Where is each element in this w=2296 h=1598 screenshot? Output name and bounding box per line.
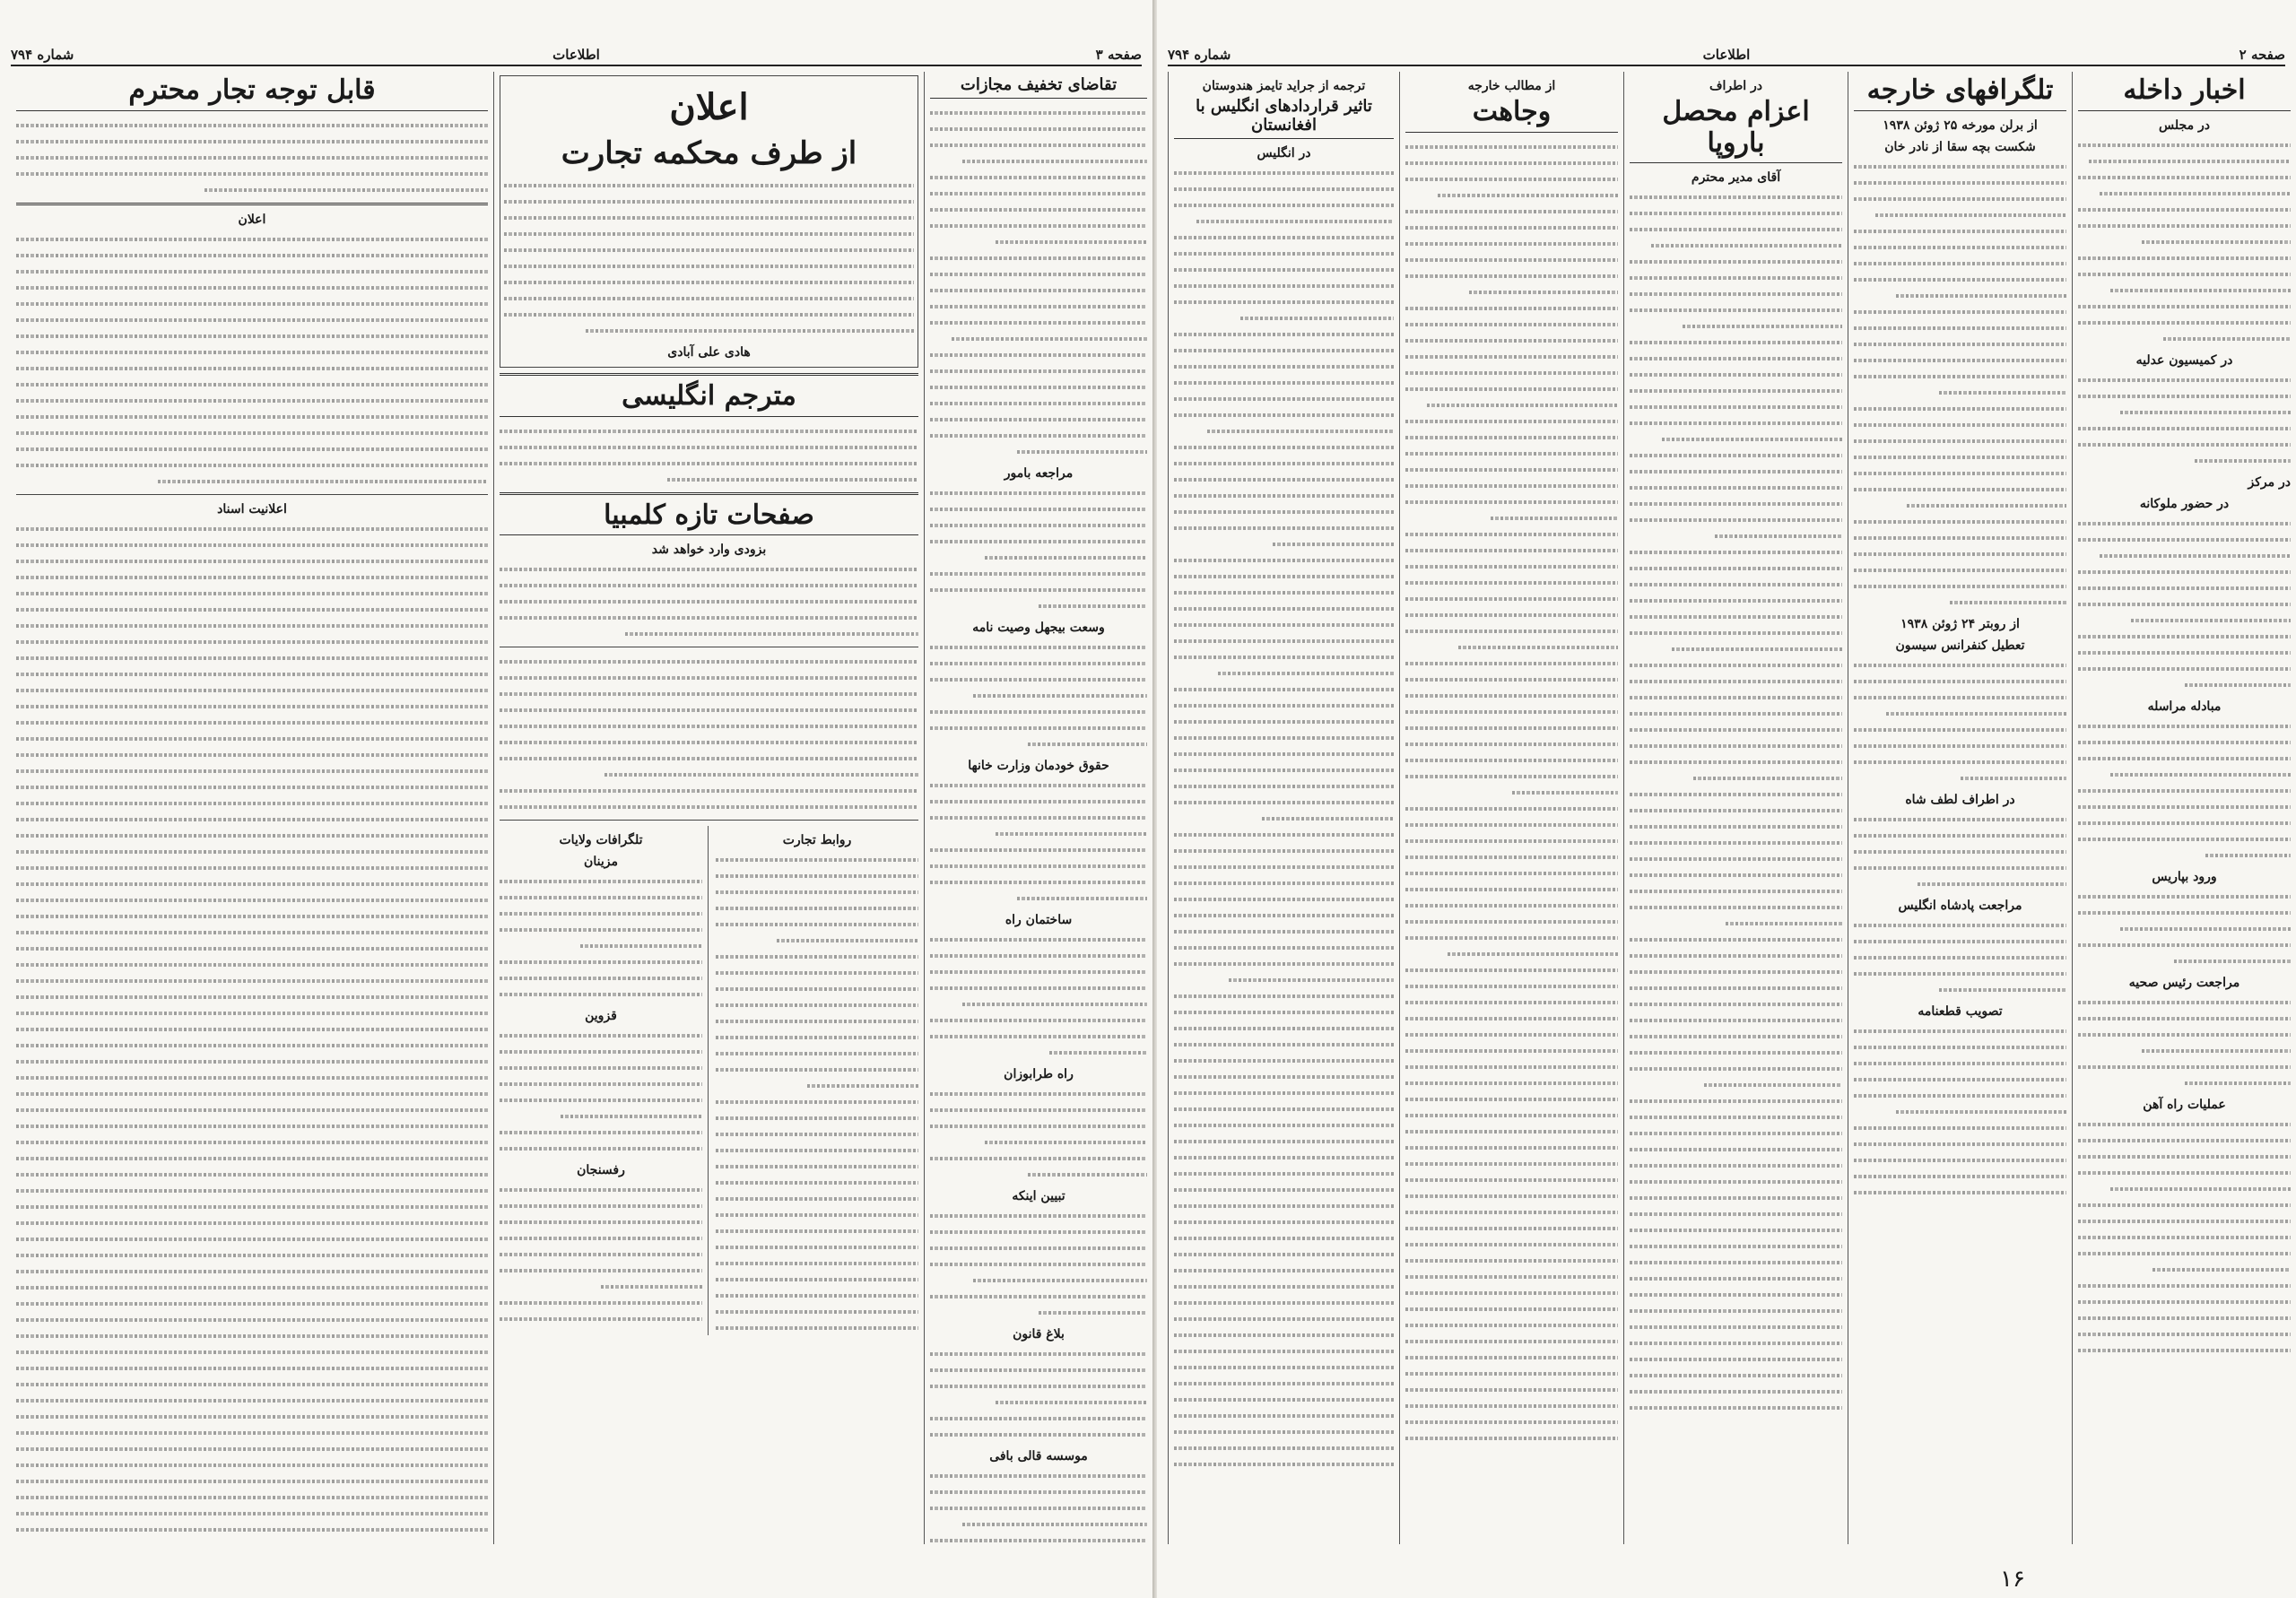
section-heading: تعطیل کنفرانس سیسون (1895, 638, 2025, 653)
page-label: صفحه ۲ (2239, 47, 2285, 63)
column-students-abroad (1623, 72, 1848, 1544)
section-heading: مراجعت پادشاه انگلیس (1898, 898, 2022, 913)
notice-title: اعلان (669, 86, 749, 128)
domestic-news-title: اخبار داخله (2078, 75, 2291, 111)
section-heading: تبیین اینکه (1012, 1189, 1065, 1203)
right-page (1157, 0, 2296, 1598)
section-heading: مراجعه بامور (1004, 466, 1074, 481)
column-beauty (1399, 72, 1623, 1544)
notice-signature: هادی علی آبادی (667, 345, 751, 360)
dateline: از روبتر ۲۴ ژوئن ۱۹۳۸ (1900, 616, 2020, 631)
section-heading: روابط تجارت (782, 833, 852, 847)
section-heading: ساختمان راه (1004, 913, 1073, 927)
students-abroad-title: اعزام محصل باروپا (1630, 97, 1842, 163)
section-heading: وسعت بیجهل وصیت نامه (972, 621, 1105, 635)
section-heading: موسسه قالی بافی (989, 1449, 1088, 1463)
issue-number: شماره ۷۹۴ (1168, 47, 1231, 63)
section-heading: قزوین (585, 1009, 617, 1023)
section-heading: در اطراف لطف شاه (1905, 792, 2015, 807)
column-merchants-notice (11, 72, 493, 1544)
column-tag: ترجمه از جراید تایمز هندوستان (1202, 79, 1366, 93)
column-domestic-news (2072, 72, 2296, 1544)
column-afghan-treaty (1168, 72, 1399, 1544)
masthead (1168, 47, 2285, 66)
issue-number: شماره ۷۹۴ (11, 47, 74, 63)
foreign-telegrams-title: تلگرافهای خارجه (1854, 75, 2066, 111)
paper-name: اطلاعات (552, 47, 600, 63)
columbia-pages-title: صفحات تازه کلمبیا (500, 500, 918, 536)
merchants-notice-title: قابل توجه تجار محترم (16, 75, 488, 111)
beauty-title: وجاهت (1405, 97, 1618, 133)
section-heading: اعلانیت اسناد (217, 501, 287, 517)
section-heading: مبادله مراسله (2147, 699, 2222, 714)
section-heading: اعلان (238, 212, 266, 227)
afghan-treaty-title: تاثیر قراردادهای انگلیس با افغانستان (1174, 97, 1394, 139)
section-heading: مزینان (584, 855, 618, 869)
page-gutter (1152, 0, 1157, 1598)
column-sentence-reduction (924, 72, 1152, 1544)
section-heading: تصویب قطعنامه (1918, 1003, 2003, 1019)
column-court-notice (493, 72, 924, 1544)
section-heading: ورود بپاریس (2152, 869, 2217, 884)
column-tag: از مطالب خارجه (1467, 79, 1556, 93)
translator-ad-title: مترجم انگلیسی (500, 381, 918, 417)
masthead (11, 47, 1142, 66)
section-heading: در انگلیس (1257, 146, 1311, 161)
dateline: از برلن مورخه ۲۵ ژوئن ۱۹۳۸ (1883, 117, 2038, 133)
section-heading: آقای مدیر محترم (1691, 170, 1781, 185)
column-tag: در اطراف (1709, 79, 1763, 93)
section-heading: در حضور ملوکانه (2139, 496, 2230, 511)
sentence-reduction-title: تقاضای تخفیف مجازات (930, 75, 1147, 99)
section-heading: در مرکز (2248, 474, 2291, 490)
paper-name: اطلاعات (1702, 47, 1751, 63)
court-notice-box (500, 75, 918, 368)
page-label: صفحه ۳ (1095, 47, 1142, 63)
section-heading: تلگرافات ولایات (559, 833, 643, 847)
section-heading: عملیات راه آهن (2143, 1097, 2226, 1112)
section-heading: حقوق خودمان وزارت خانها (968, 759, 1109, 773)
section-heading: شکست بچه سقا از نادر خان (1884, 139, 2036, 154)
column-foreign-telegrams (1848, 72, 2072, 1544)
section-heading: بلاغ قانون (1013, 1327, 1065, 1342)
section-heading: رفسنجان (577, 1163, 625, 1177)
notice-subtitle: از طرف محکمه تجارت (561, 135, 857, 171)
page-number: ۱۶ (2000, 1566, 2025, 1593)
columbia-pages-subtitle: بزودی وارد خواهد شد (651, 543, 767, 557)
section-heading: در کمیسیون عدلیه (2135, 352, 2233, 368)
section-heading: در مجلس (2159, 117, 2210, 133)
section-heading: راه طرابوزان (1004, 1067, 1074, 1081)
section-heading: مراجعت رئیس صحیه (2128, 975, 2240, 990)
